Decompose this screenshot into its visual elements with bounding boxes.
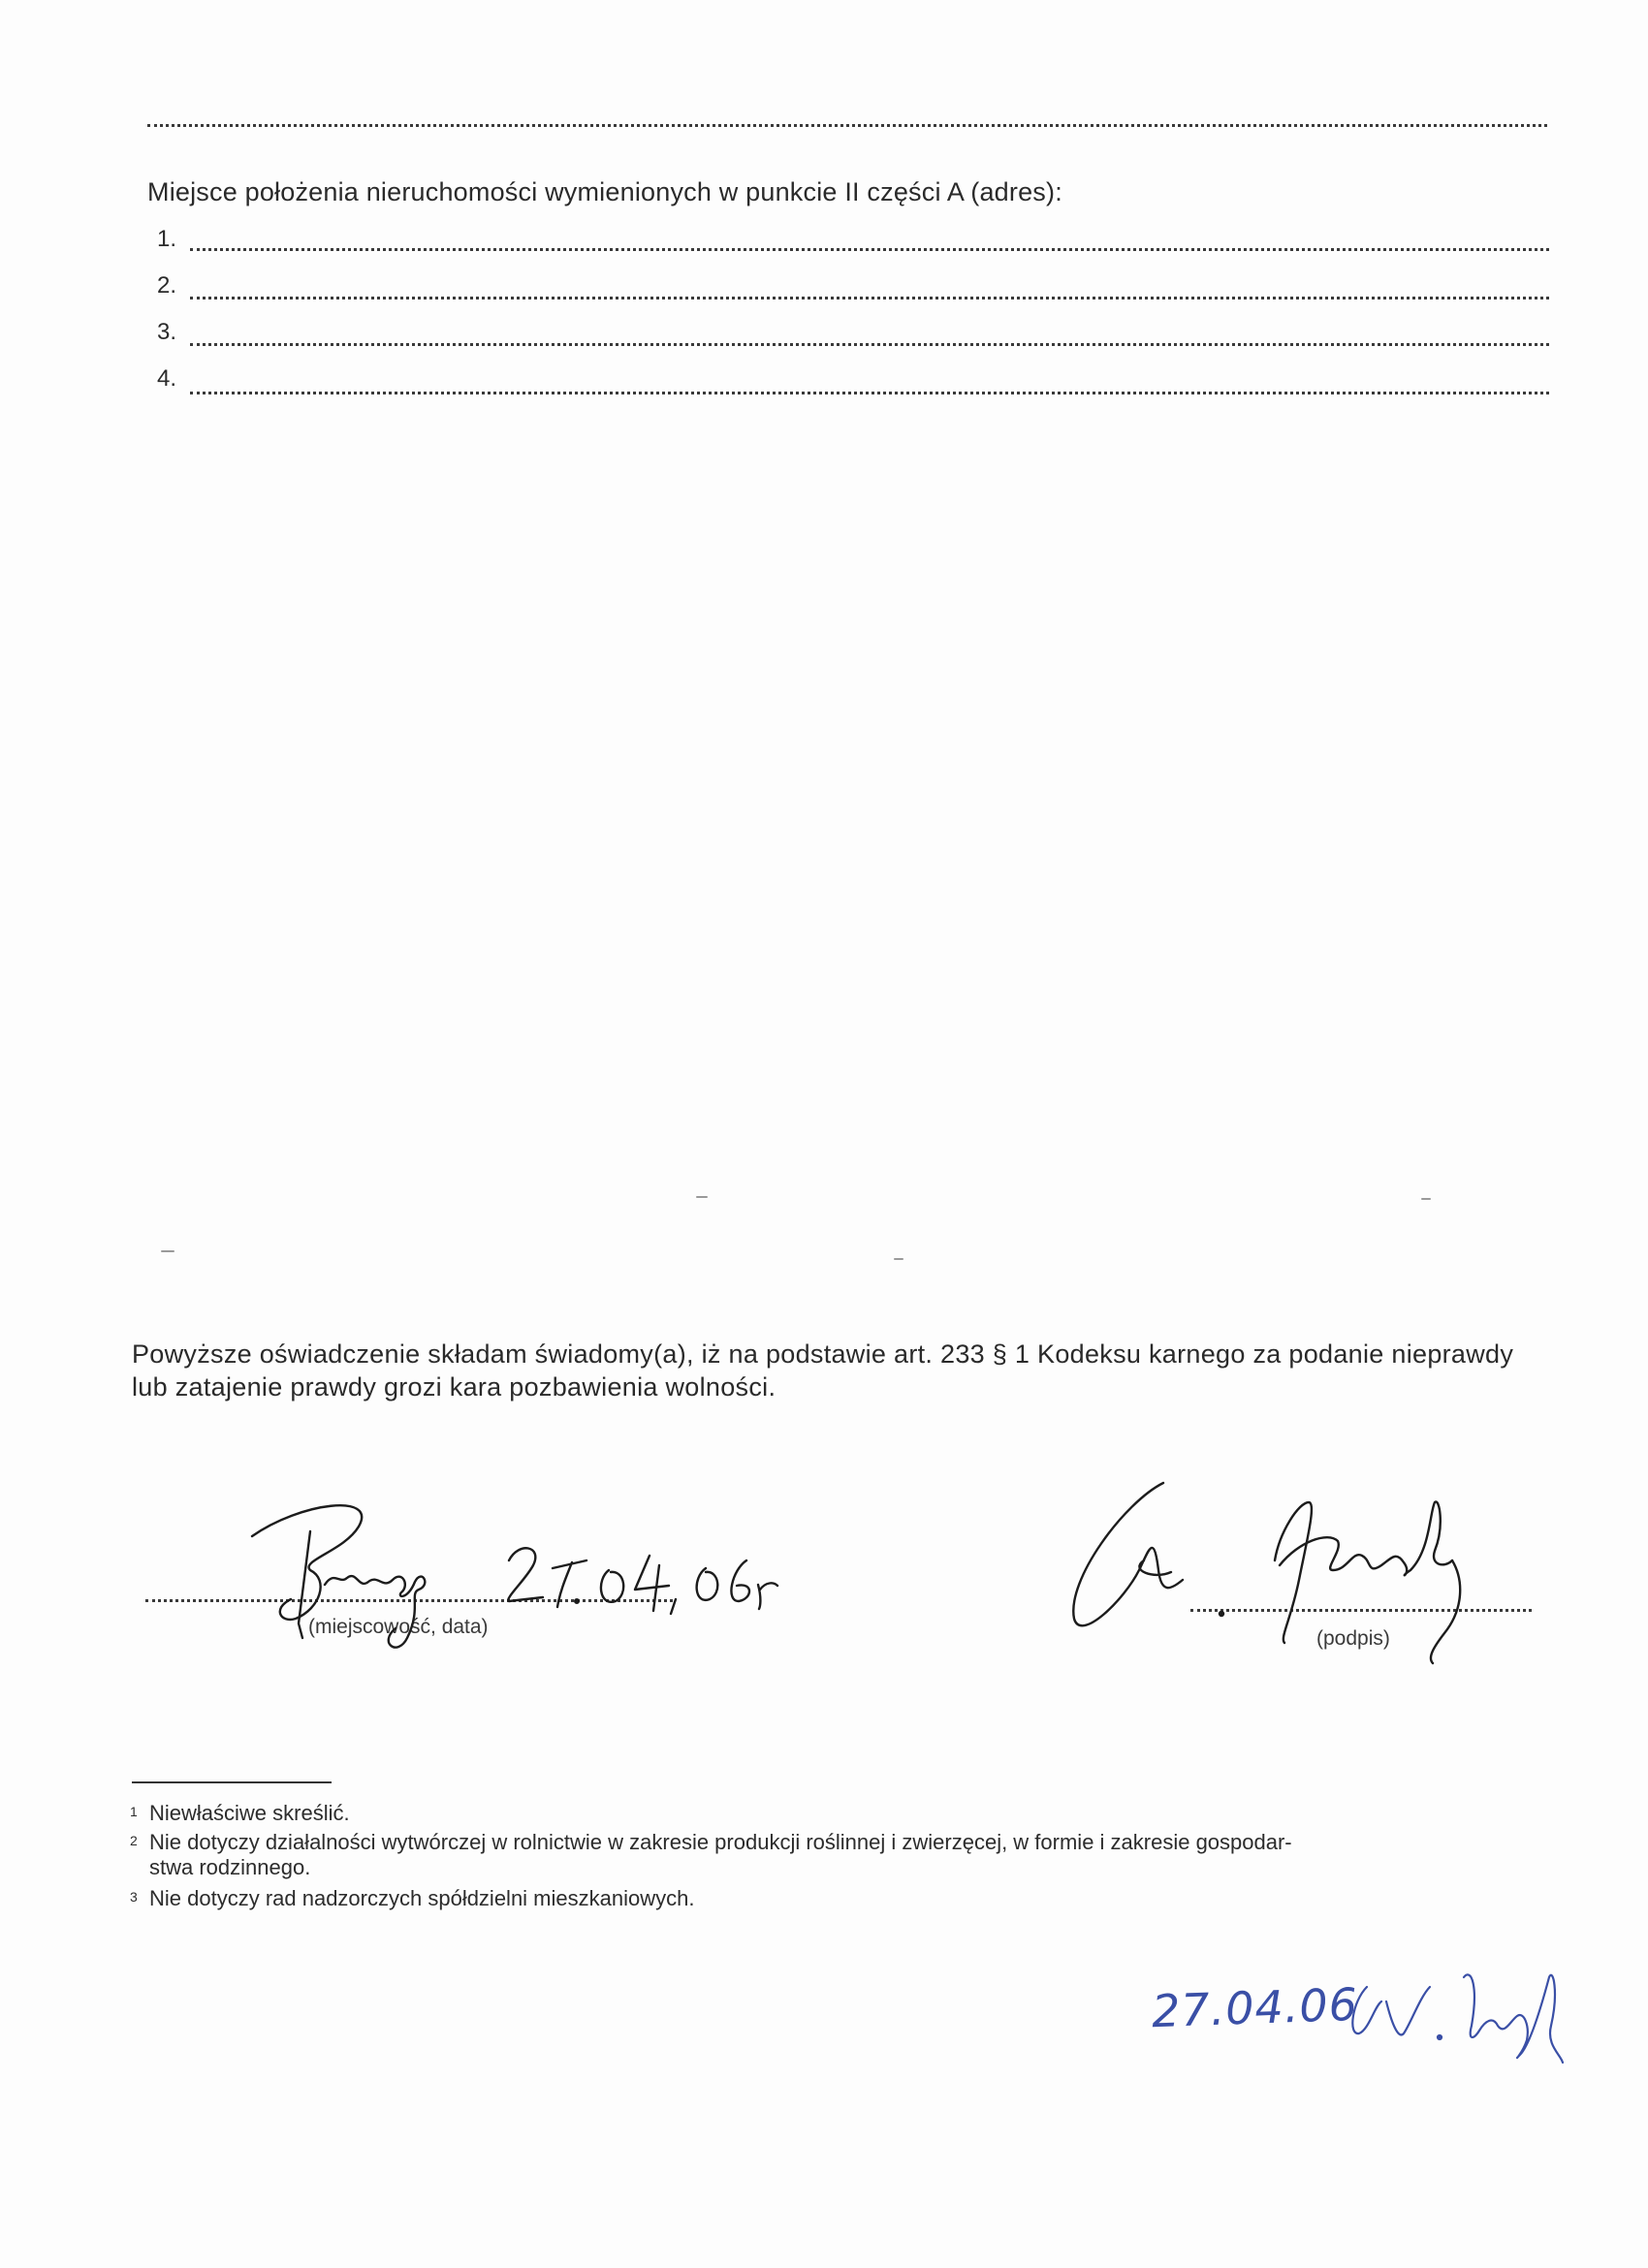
blue-handwritten-date: 27.04.06 <box>1151 1977 1359 2038</box>
address-item-3-number: 3. <box>157 319 177 345</box>
legal-declaration: Powyższe oświadczenie składam świadomy(a), iż na podstawie art. 233 § 1 Kodeksu karnego za podanie nieprawdy lub zatajenie prawdy grozi kara pozbawienia wolności. <box>132 1339 1514 1402</box>
top-fill-line <box>147 124 1547 127</box>
footnote-1 <box>130 1801 350 1826</box>
scan-speck <box>894 1258 903 1260</box>
address-item-1-number: 1. <box>157 226 177 252</box>
footnote-2-text: Nie dotyczy działalności wytwórczej w rolnictwie w zakresie produkcji roślinnej i zwierzęcej, w formie i zakresie gospodar- <box>149 1830 1292 1854</box>
footnote-separator <box>132 1781 332 1783</box>
signature-caption: (podpis) <box>1316 1627 1390 1650</box>
address-item-1-line[interactable] <box>190 248 1549 251</box>
place-date-caption: (miejscowość, data) <box>308 1616 489 1638</box>
footnote-1-marker: 1 <box>130 1804 138 1819</box>
footnote-2-marker: 2 <box>130 1833 138 1848</box>
footnote-2 <box>130 1830 1292 1855</box>
footnote-2-continuation: stwa rodzinnego. <box>149 1855 311 1879</box>
footnote-3-marker: 3 <box>130 1889 138 1905</box>
scan-speck <box>696 1196 708 1198</box>
address-item-2-number: 2. <box>157 272 177 299</box>
address-item-3-line[interactable] <box>190 343 1549 346</box>
footnote-3-text: Nie dotyczy rad nadzorczych spółdzielni mieszkaniowych. <box>149 1886 695 1910</box>
address-heading: Miejsce położenia nieruchomości wymienionych w punkcie II części A (adres): <box>147 177 1062 206</box>
handwritten-place-date <box>242 1493 785 1667</box>
address-item-4-number: 4. <box>157 365 177 392</box>
address-item-4-line[interactable] <box>190 392 1549 394</box>
address-item-2-line[interactable] <box>190 297 1549 299</box>
footnote-3 <box>130 1886 694 1911</box>
footnote-1-text: Niewłaściwe skreślić. <box>149 1801 350 1825</box>
blue-handwritten-annotation <box>1144 1948 1609 2074</box>
handwritten-signature <box>1047 1473 1551 1667</box>
scan-speck <box>1421 1198 1431 1200</box>
scan-speck <box>161 1250 174 1252</box>
